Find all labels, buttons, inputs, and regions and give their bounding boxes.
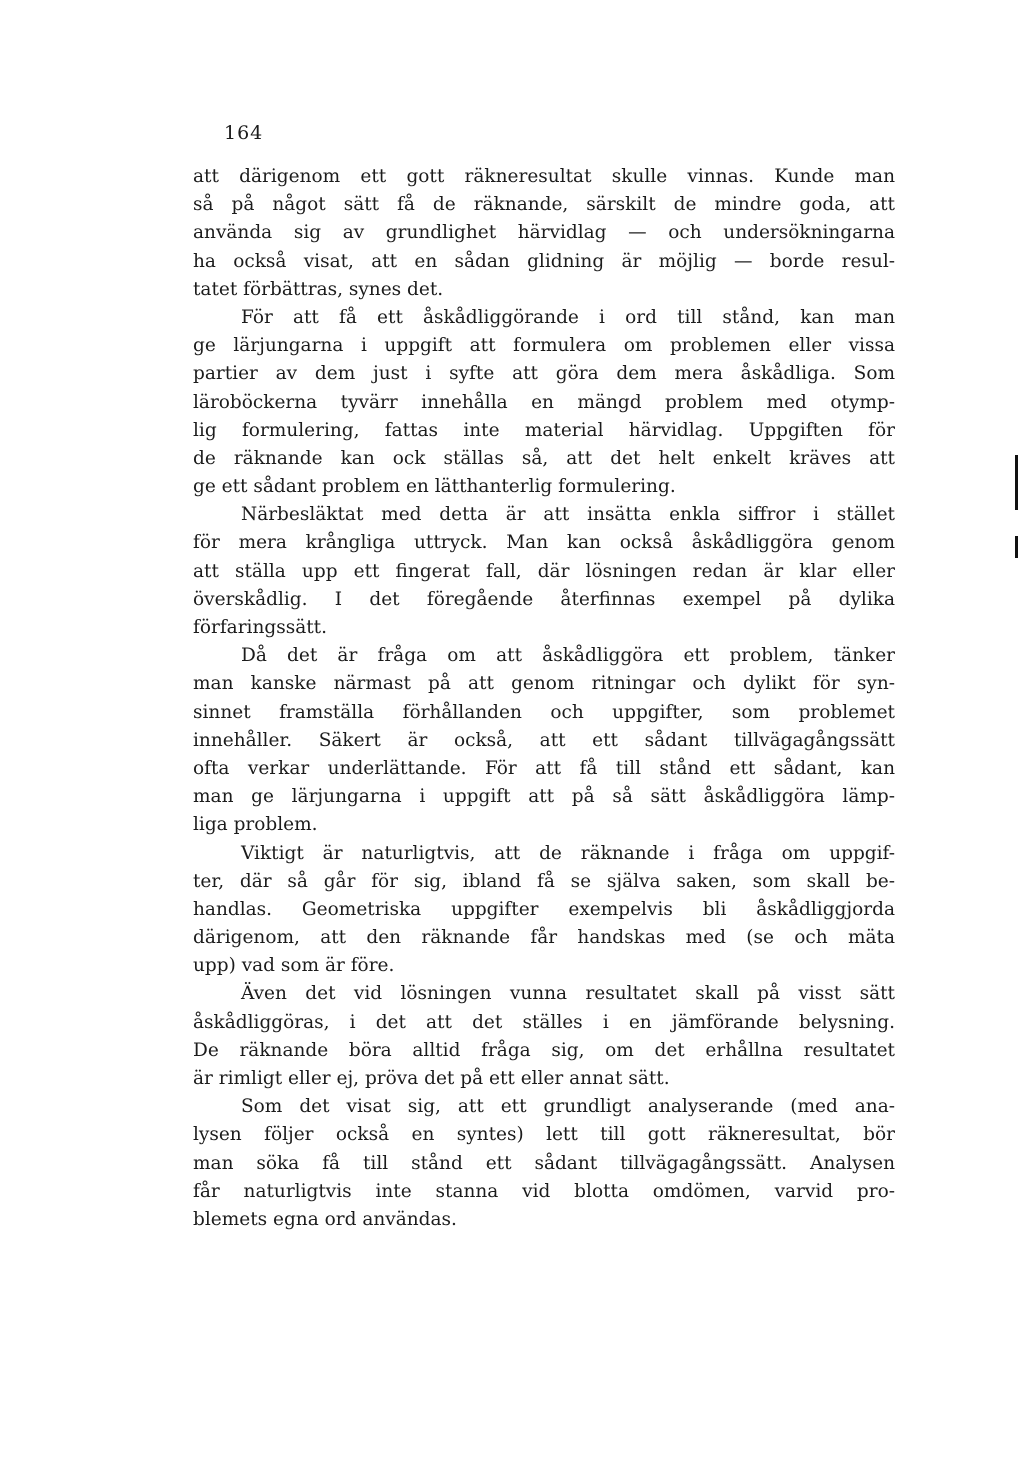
text-line: förfaringssätt. xyxy=(193,617,327,638)
text-line: man ge lärjungarna i uppgift att på så sätt åskådliggöra lämp- xyxy=(193,786,895,808)
text-line: Även det vid lösningen vunna resultatet skall på visst sätt xyxy=(241,983,895,1005)
page-number: 164 xyxy=(224,122,264,144)
text-line: man söka få till stånd ett sådant tillvägagångssätt. Analysen xyxy=(193,1152,895,1174)
text-line: man kanske närmast på att genom ritningar och dylikt för syn- xyxy=(193,673,895,695)
text-line: åskådliggöras, i det att det ställes i en jämförande belysning. xyxy=(193,1011,895,1033)
text-line: De räknande böra alltid fråga sig, om det erhållna resultatet xyxy=(193,1039,895,1061)
body-text xyxy=(193,163,895,1234)
scan-edge-mark xyxy=(1015,455,1018,510)
text-line: innehåller. Säkert är också, att ett sådant tillvägagångssätt xyxy=(193,729,895,751)
text-line: använda sig av grundlighet härvidlag — och undersökningarna xyxy=(193,222,895,244)
text-line: de räknande kan ock ställas så, att det helt enkelt kräves att xyxy=(193,447,895,469)
text-line: får naturligtvis inte stanna vid blotta omdömen, varvid pro- xyxy=(193,1180,895,1202)
text-line: Viktigt är naturligtvis, att de räknande i fråga om uppgif- xyxy=(241,842,895,864)
text-line: läroböckerna tyvärr innehålla en mängd problem med otymp- xyxy=(193,391,895,413)
text-line: sinnet framställa förhållanden och uppgifter, som problemet xyxy=(193,701,895,723)
text-line: är rimligt eller ej, pröva det på ett eller annat sätt. xyxy=(193,1068,670,1089)
text-line: partier av dem just i syfte att göra dem mera åskådliga. Som xyxy=(193,363,895,385)
text-line: ofta verkar underlättande. För att få till stånd ett sådant, kan xyxy=(193,757,895,779)
text-line: Då det är fråga om att åskådliggöra ett problem, tänker xyxy=(241,645,895,667)
text-line: lysen följer också en syntes) lett till gott räkneresultat, bör xyxy=(193,1124,895,1146)
text-line: att därigenom ett gott räkneresultat skulle vinnas. Kunde man xyxy=(193,166,895,187)
text-line: att ställa upp ett fingerat fall, där lösningen redan är klar eller xyxy=(193,560,895,582)
scan-edge-mark xyxy=(1015,536,1018,558)
text-line: därigenom, att den räknande får handskas med (se och mäta xyxy=(193,927,895,949)
text-line: upp) vad som är före. xyxy=(193,955,395,977)
text-line: lig formulering, fattas inte material härvidlag. Uppgiften för xyxy=(193,419,895,441)
text-line: ha också visat, att en sådan glidning är möjlig — borde resul- xyxy=(193,250,895,272)
text-line: Som det visat sig, att ett grundligt analyserande (med ana- xyxy=(241,1096,895,1118)
text-line: liga problem. xyxy=(193,814,318,836)
text-line: tatet förbättras, synes det. xyxy=(193,278,444,300)
text-line: handlas. Geometriska uppgifter exempelvis bli åskådliggjorda xyxy=(193,898,895,920)
text-line: ge lärjungarna i uppgift att formulera om problemen eller vissa xyxy=(193,335,895,357)
text-line: blemets egna ord användas. xyxy=(193,1208,457,1230)
text-line: För att få ett åskådliggörande i ord till stånd, kan man xyxy=(241,306,895,328)
text-line: ter, där så går för sig, ibland få se själva saken, som skall be- xyxy=(193,870,895,892)
text-line: ge ett sådant problem en lätthanterlig formulering. xyxy=(193,476,676,498)
text-line: Närbesläktat med detta är att insätta enkla siffror i stället xyxy=(241,504,895,526)
text-line: överskådlig. I det föregående återfinnas exempel på dylika xyxy=(193,588,895,610)
text-line: för mera krångliga uttryck. Man kan också åskådliggöra genom xyxy=(193,532,895,554)
text-line: så på något sätt få de räknande, särskilt de mindre goda, att xyxy=(193,194,895,216)
